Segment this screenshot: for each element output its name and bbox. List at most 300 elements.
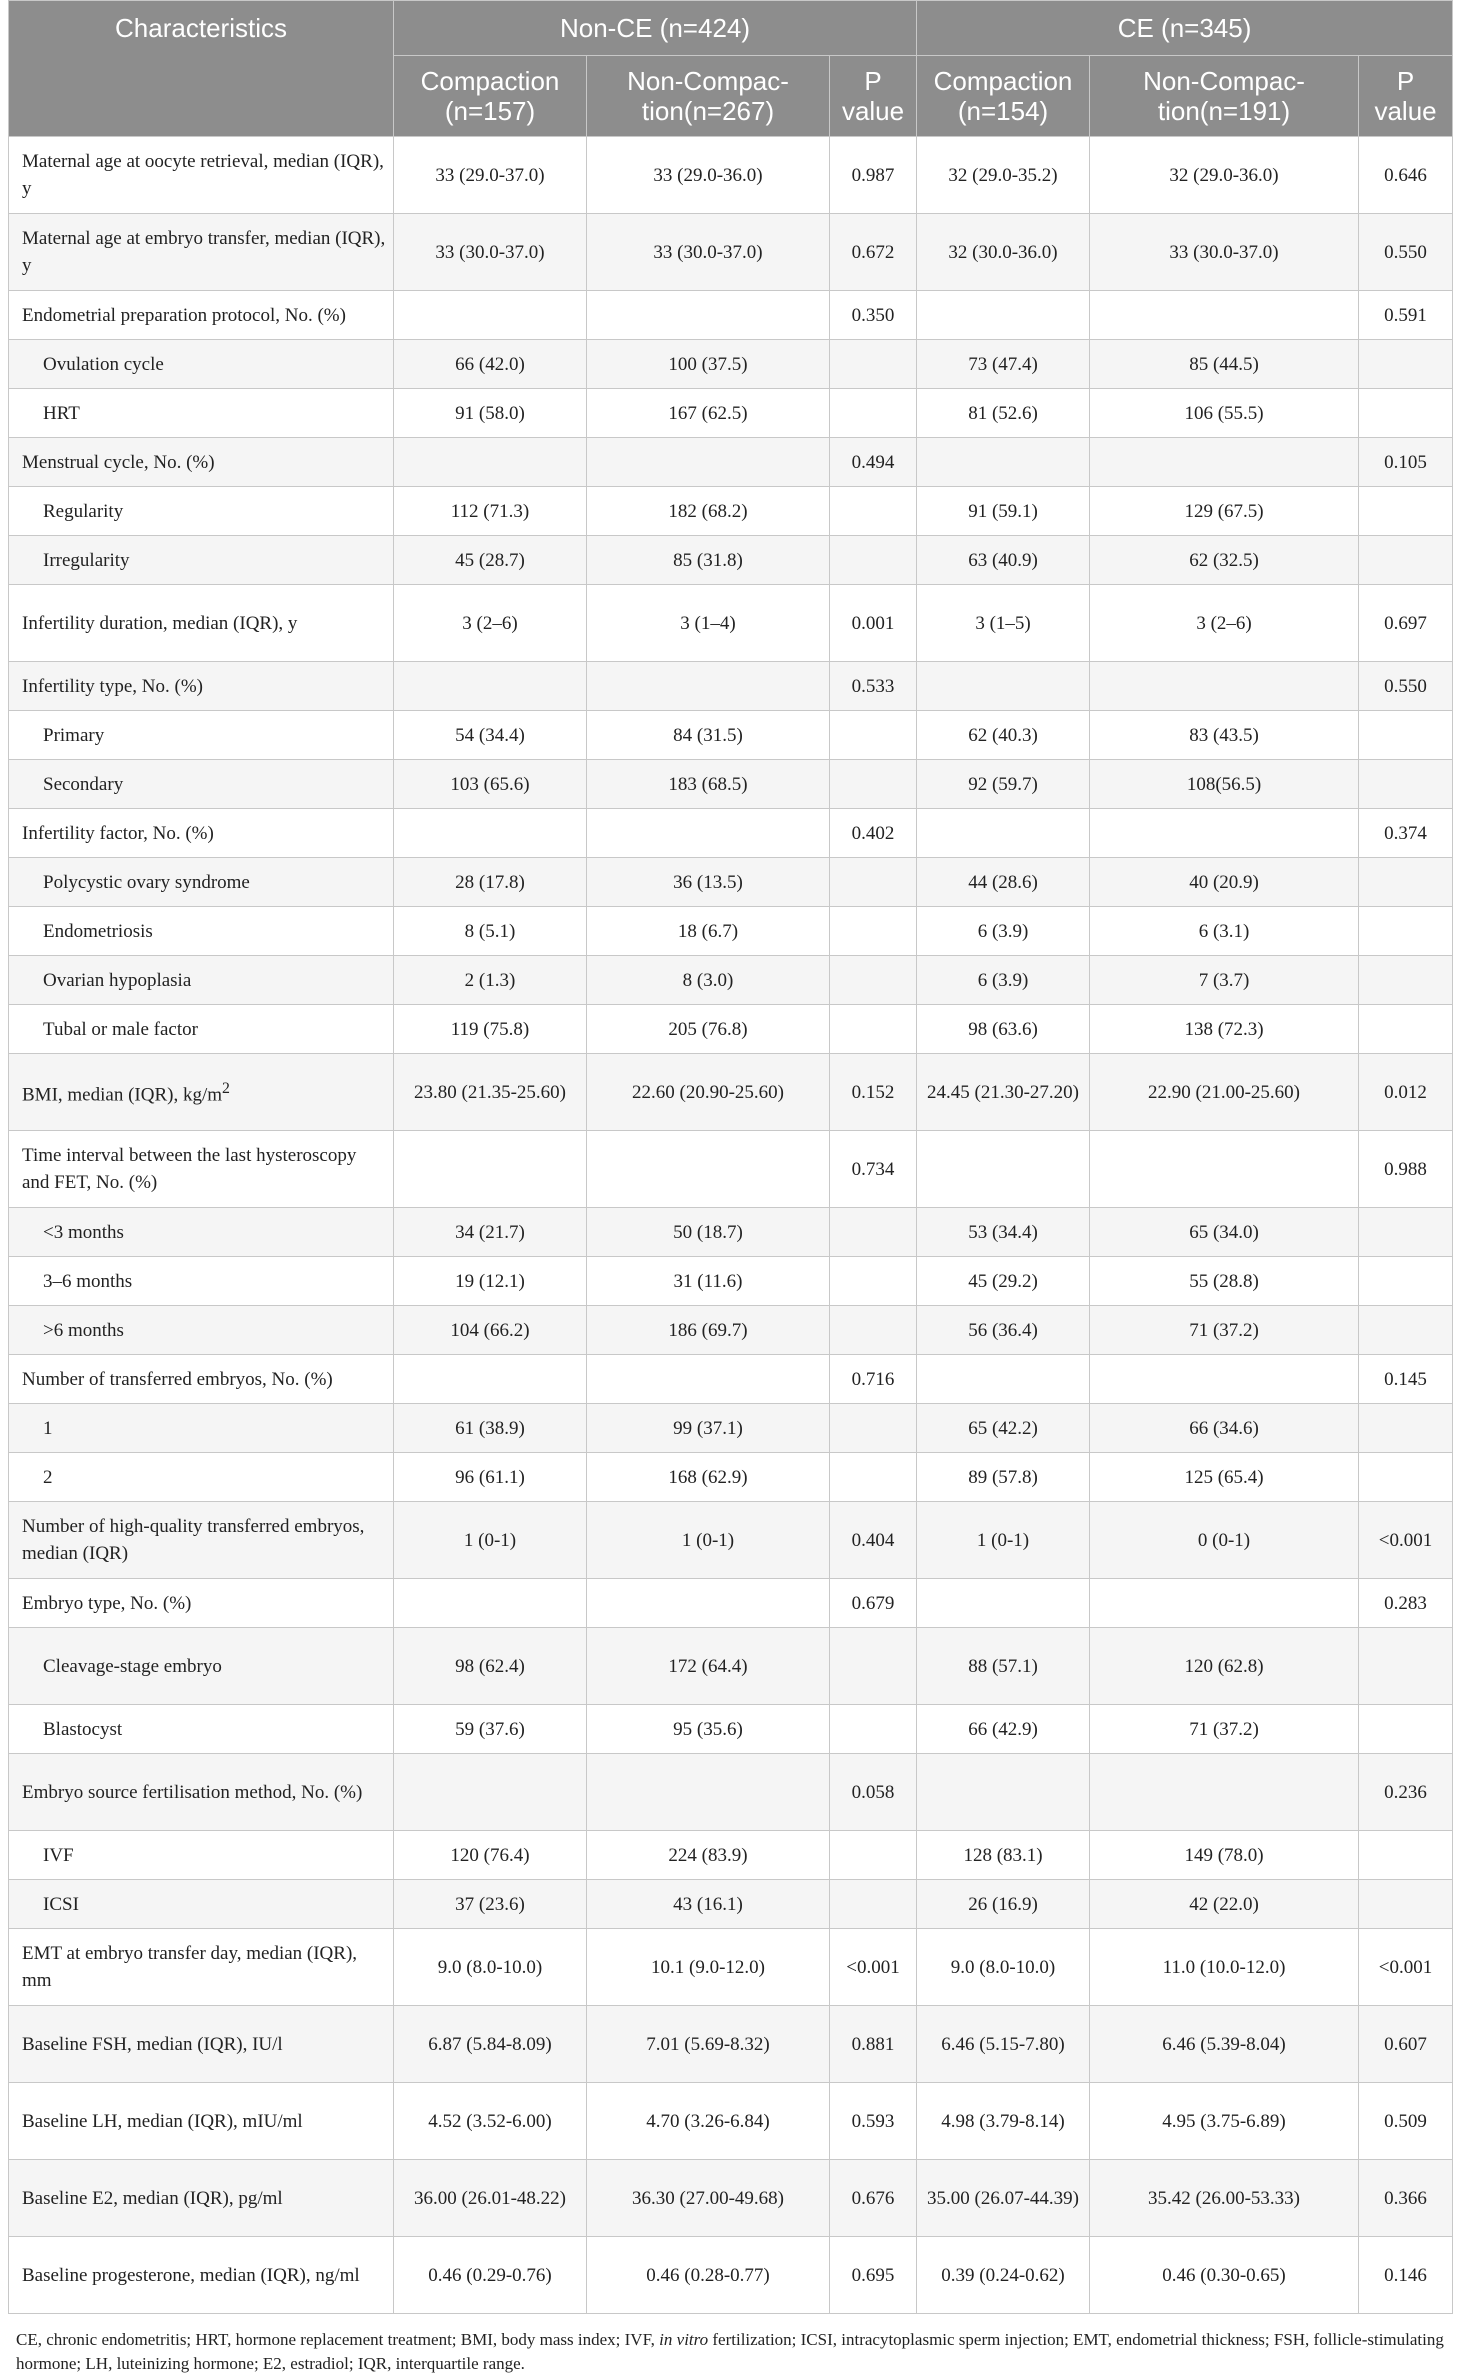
ce-noncompaction-cell: 125 (65.4) [1090, 1453, 1359, 1502]
row-label [9, 1579, 394, 1628]
ce-noncompaction-cell: 129 (67.5) [1090, 487, 1359, 536]
table-row [9, 1831, 1453, 1880]
row-label [9, 487, 394, 536]
table-row [9, 291, 1453, 340]
non-ce-noncompaction-cell: 31 (11.6) [587, 1257, 830, 1306]
ce-noncompaction-cell: 4.95 (3.75-6.89) [1090, 2083, 1359, 2160]
ce-compaction-cell: 56 (36.4) [917, 1306, 1090, 1355]
non-ce-compaction-cell: 91 (58.0) [394, 389, 587, 438]
table-row [9, 858, 1453, 907]
ce-noncompaction-cell [1090, 1579, 1359, 1628]
row-label-text: Ovulation cycle [43, 353, 164, 375]
non-ce-p-value-cell: 0.672 [830, 214, 917, 291]
row-label-text: BMI, median (IQR), kg/m [22, 1084, 223, 1106]
non-ce-noncompaction-cell: 95 (35.6) [587, 1705, 830, 1754]
non-ce-noncompaction-cell: 1 (0-1) [587, 1502, 830, 1579]
row-label [9, 214, 394, 291]
table-row [9, 1131, 1453, 1208]
ce-noncompaction-cell: 0 (0-1) [1090, 1502, 1359, 1579]
non-ce-compaction-cell: 4.52 (3.52-6.00) [394, 2083, 587, 2160]
non-ce-p-value-cell [830, 907, 917, 956]
ce-p-value-cell [1359, 1208, 1453, 1257]
ce-noncompaction-cell: 0.46 (0.30-0.65) [1090, 2237, 1359, 2314]
ce-p-value-cell [1359, 1005, 1453, 1054]
non-ce-noncompaction-cell: 22.60 (20.90-25.60) [587, 1054, 830, 1131]
row-label [9, 662, 394, 711]
non-ce-p-value-cell [830, 1705, 917, 1754]
table-row [9, 1502, 1453, 1579]
row-label [9, 1005, 394, 1054]
row-label [9, 536, 394, 585]
non-ce-compaction-cell: 120 (76.4) [394, 1831, 587, 1880]
ce-p-value-cell [1359, 487, 1453, 536]
non-ce-p-value-cell: 0.676 [830, 2160, 917, 2237]
ce-p-value-cell [1359, 711, 1453, 760]
row-label [9, 760, 394, 809]
ce-noncompaction-cell: 62 (32.5) [1090, 536, 1359, 585]
non-ce-compaction-cell: 34 (21.7) [394, 1208, 587, 1257]
ce-noncompaction-cell: 120 (62.8) [1090, 1628, 1359, 1705]
ce-noncompaction-cell: 6.46 (5.39-8.04) [1090, 2006, 1359, 2083]
table-row [9, 1579, 1453, 1628]
non-ce-compaction-cell: 59 (37.6) [394, 1705, 587, 1754]
ce-p-value-cell [1359, 907, 1453, 956]
non-ce-compaction-cell: 6.87 (5.84-8.09) [394, 2006, 587, 2083]
non-ce-compaction-cell: 103 (65.6) [394, 760, 587, 809]
non-ce-compaction-cell: 3 (2–6) [394, 585, 587, 662]
ce-noncompaction-cell: 33 (30.0-37.0) [1090, 214, 1359, 291]
table-row [9, 438, 1453, 487]
ce-noncompaction-cell: 35.42 (26.00-53.33) [1090, 2160, 1359, 2237]
non-ce-noncompaction-cell: 205 (76.8) [587, 1005, 830, 1054]
non-ce-p-value-cell [830, 1005, 917, 1054]
table-row [9, 1929, 1453, 2006]
row-label [9, 1054, 394, 1131]
row-label [9, 1355, 394, 1404]
non-ce-p-value-cell [830, 760, 917, 809]
ce-noncompaction-cell [1090, 438, 1359, 487]
ce-noncompaction-cell: 32 (29.0-36.0) [1090, 137, 1359, 214]
row-label [9, 809, 394, 858]
ce-compaction-cell: 45 (29.2) [917, 1257, 1090, 1306]
table-row [9, 2083, 1453, 2160]
ce-p-value-cell [1359, 1257, 1453, 1306]
non-ce-noncompaction-cell: 18 (6.7) [587, 907, 830, 956]
non-ce-compaction-cell: 23.80 (21.35-25.60) [394, 1054, 587, 1131]
ce-compaction-cell: 98 (63.6) [917, 1005, 1090, 1054]
row-label-text: Primary [43, 724, 105, 746]
ce-noncompaction-cell: 138 (72.3) [1090, 1005, 1359, 1054]
row-label-text: Tubal or male factor [43, 1018, 198, 1040]
ce-compaction-cell: 88 (57.1) [917, 1628, 1090, 1705]
row-label [9, 291, 394, 340]
non-ce-noncompaction-cell [587, 809, 830, 858]
table-row [9, 389, 1453, 438]
non-ce-noncompaction-cell: 3 (1–4) [587, 585, 830, 662]
row-label [9, 1705, 394, 1754]
table-container [8, 0, 1452, 2376]
ce-compaction-cell [917, 662, 1090, 711]
non-ce-p-value-cell: 0.679 [830, 1579, 917, 1628]
row-label [9, 956, 394, 1005]
header-ce-p-value: P value [1359, 56, 1453, 137]
table-row [9, 1355, 1453, 1404]
ce-p-value-cell [1359, 1705, 1453, 1754]
ce-compaction-cell: 26 (16.9) [917, 1880, 1090, 1929]
non-ce-p-value-cell [830, 1831, 917, 1880]
non-ce-noncompaction-cell: 84 (31.5) [587, 711, 830, 760]
non-ce-compaction-cell [394, 438, 587, 487]
row-label-text: 1 [43, 1417, 53, 1439]
row-label-text: Infertility type, No. (%) [22, 675, 203, 697]
ce-noncompaction-cell: 65 (34.0) [1090, 1208, 1359, 1257]
ce-noncompaction-cell: 3 (2–6) [1090, 585, 1359, 662]
row-label [9, 340, 394, 389]
characteristics-table [8, 0, 1453, 2314]
row-label-text: Blastocyst [43, 1718, 123, 1740]
ce-compaction-cell: 4.98 (3.79-8.14) [917, 2083, 1090, 2160]
non-ce-p-value-cell: 0.494 [830, 438, 917, 487]
ce-p-value-cell: 0.697 [1359, 585, 1453, 662]
ce-compaction-cell: 65 (42.2) [917, 1404, 1090, 1453]
non-ce-compaction-cell: 33 (30.0-37.0) [394, 214, 587, 291]
ce-compaction-cell: 24.45 (21.30-27.20) [917, 1054, 1090, 1131]
ce-p-value-cell: 0.374 [1359, 809, 1453, 858]
ce-p-value-cell [1359, 389, 1453, 438]
row-label-text: 2 [43, 1466, 53, 1488]
row-label [9, 1208, 394, 1257]
ce-p-value-cell [1359, 340, 1453, 389]
ce-p-value-cell: 0.550 [1359, 662, 1453, 711]
table-header [9, 1, 1453, 137]
ce-compaction-cell: 81 (52.6) [917, 389, 1090, 438]
row-label-text: >6 months [43, 1319, 124, 1341]
row-label-text: Endometriosis [43, 920, 153, 942]
ce-p-value-cell: 0.012 [1359, 1054, 1453, 1131]
non-ce-compaction-cell: 54 (34.4) [394, 711, 587, 760]
table-row [9, 1208, 1453, 1257]
table-row [9, 1054, 1453, 1131]
header-ce-compaction: Compaction (n=154) [917, 56, 1090, 137]
ce-compaction-cell: 32 (30.0-36.0) [917, 214, 1090, 291]
footnote-text-1: CE, chronic endometritis; HRT, hormone replacement treatment; BMI, body mass index; IVF, [16, 2330, 660, 2349]
table-row [9, 1404, 1453, 1453]
non-ce-noncompaction-cell: 43 (16.1) [587, 1880, 830, 1929]
table-row [9, 1453, 1453, 1502]
non-ce-p-value-cell: 0.987 [830, 137, 917, 214]
row-label-text: Embryo source fertilisation method, No. (%) [22, 1781, 363, 1803]
table-row [9, 1306, 1453, 1355]
ce-noncompaction-cell: 55 (28.8) [1090, 1257, 1359, 1306]
row-label-text: Polycystic ovary syndrome [43, 871, 250, 893]
ce-p-value-cell [1359, 536, 1453, 585]
row-label [9, 1453, 394, 1502]
row-label [9, 2006, 394, 2083]
header-ce-noncompaction: Non-Compac-tion(n=191) [1090, 56, 1359, 137]
ce-noncompaction-cell: 22.90 (21.00-25.60) [1090, 1054, 1359, 1131]
table-row [9, 907, 1453, 956]
row-label-superscript: 2 [222, 1080, 230, 1098]
non-ce-noncompaction-cell [587, 1355, 830, 1404]
ce-p-value-cell: 0.591 [1359, 291, 1453, 340]
row-label-text: Maternal age at embryo transfer, median (IQR), y [22, 228, 386, 276]
non-ce-noncompaction-cell: 10.1 (9.0-12.0) [587, 1929, 830, 2006]
non-ce-p-value-cell [830, 858, 917, 907]
ce-compaction-cell [917, 1579, 1090, 1628]
table-row [9, 760, 1453, 809]
ce-p-value-cell: <0.001 [1359, 1502, 1453, 1579]
non-ce-noncompaction-cell: 100 (37.5) [587, 340, 830, 389]
ce-compaction-cell [917, 291, 1090, 340]
row-label-text: Irregularity [43, 549, 130, 571]
row-label [9, 2083, 394, 2160]
ce-compaction-cell: 0.39 (0.24-0.62) [917, 2237, 1090, 2314]
ce-compaction-cell: 35.00 (26.07-44.39) [917, 2160, 1090, 2237]
ce-p-value-cell [1359, 956, 1453, 1005]
non-ce-p-value-cell: 0.881 [830, 2006, 917, 2083]
ce-compaction-cell: 66 (42.9) [917, 1705, 1090, 1754]
non-ce-noncompaction-cell: 8 (3.0) [587, 956, 830, 1005]
non-ce-compaction-cell: 9.0 (8.0-10.0) [394, 1929, 587, 2006]
row-label-text: Embryo type, No. (%) [22, 1592, 192, 1614]
ce-noncompaction-cell: 106 (55.5) [1090, 389, 1359, 438]
row-label-text: Baseline LH, median (IQR), mIU/ml [22, 2110, 303, 2132]
non-ce-p-value-cell [830, 1453, 917, 1502]
ce-noncompaction-cell [1090, 291, 1359, 340]
ce-compaction-cell [917, 1131, 1090, 1208]
ce-p-value-cell [1359, 1306, 1453, 1355]
ce-p-value-cell: 0.509 [1359, 2083, 1453, 2160]
ce-p-value-cell: <0.001 [1359, 1929, 1453, 2006]
row-label [9, 1880, 394, 1929]
ce-p-value-cell: 0.988 [1359, 1131, 1453, 1208]
row-label-text: Menstrual cycle, No. (%) [22, 451, 215, 473]
header-characteristics: Characteristics [9, 1, 394, 137]
non-ce-compaction-cell: 112 (71.3) [394, 487, 587, 536]
non-ce-noncompaction-cell: 99 (37.1) [587, 1404, 830, 1453]
non-ce-p-value-cell: <0.001 [830, 1929, 917, 2006]
non-ce-compaction-cell [394, 809, 587, 858]
row-label-text: Baseline progesterone, median (IQR), ng/ml [22, 2264, 360, 2286]
ce-compaction-cell: 53 (34.4) [917, 1208, 1090, 1257]
non-ce-p-value-cell: 0.533 [830, 662, 917, 711]
ce-p-value-cell [1359, 1453, 1453, 1502]
non-ce-noncompaction-cell: 168 (62.9) [587, 1453, 830, 1502]
ce-compaction-cell: 9.0 (8.0-10.0) [917, 1929, 1090, 2006]
ce-compaction-cell: 44 (28.6) [917, 858, 1090, 907]
row-label-text: Secondary [43, 773, 124, 795]
non-ce-compaction-cell: 119 (75.8) [394, 1005, 587, 1054]
non-ce-p-value-cell [830, 1880, 917, 1929]
row-label [9, 137, 394, 214]
non-ce-compaction-cell: 45 (28.7) [394, 536, 587, 585]
table-row [9, 662, 1453, 711]
non-ce-p-value-cell: 0.593 [830, 2083, 917, 2160]
row-label-text: Cleavage-stage embryo [43, 1655, 222, 1677]
non-ce-p-value-cell: 0.404 [830, 1502, 917, 1579]
ce-noncompaction-cell: 71 (37.2) [1090, 1705, 1359, 1754]
ce-compaction-cell: 6 (3.9) [917, 907, 1090, 956]
non-ce-p-value-cell [830, 711, 917, 760]
row-label-text: EMT at embryo transfer day, median (IQR), mm [22, 1943, 358, 1991]
non-ce-p-value-cell [830, 340, 917, 389]
non-ce-p-value-cell [830, 1628, 917, 1705]
row-label-text: Ovarian hypoplasia [43, 969, 192, 991]
table-row [9, 711, 1453, 760]
row-label [9, 1831, 394, 1880]
footnote-text-2: fertilization; ICSI, intracytoplasmic sperm injection; EMT, endometrial thickness; FSH, follicle-stimulating hormone; LH, luteinizing hormone; E2, estradiol; IQR, interquartile range. [16, 2330, 1444, 2373]
table-row [9, 1628, 1453, 1705]
row-label-text: 3–6 months [43, 1270, 133, 1292]
row-label-text: Baseline FSH, median (IQR), IU/l [22, 2033, 283, 2055]
non-ce-compaction-cell: 37 (23.6) [394, 1880, 587, 1929]
ce-noncompaction-cell: 7 (3.7) [1090, 956, 1359, 1005]
non-ce-p-value-cell: 0.001 [830, 585, 917, 662]
non-ce-p-value-cell: 0.058 [830, 1754, 917, 1831]
non-ce-compaction-cell [394, 662, 587, 711]
table-body [9, 137, 1453, 2314]
row-label-text: Infertility duration, median (IQR), y [22, 612, 298, 634]
non-ce-p-value-cell: 0.695 [830, 2237, 917, 2314]
row-label-text: Baseline E2, median (IQR), pg/ml [22, 2187, 283, 2209]
table-row [9, 956, 1453, 1005]
non-ce-p-value-cell [830, 536, 917, 585]
ce-compaction-cell [917, 438, 1090, 487]
table-row [9, 487, 1453, 536]
non-ce-noncompaction-cell: 172 (64.4) [587, 1628, 830, 1705]
row-label [9, 1257, 394, 1306]
row-label-text: <3 months [43, 1221, 124, 1243]
non-ce-compaction-cell [394, 291, 587, 340]
ce-compaction-cell: 3 (1–5) [917, 585, 1090, 662]
non-ce-noncompaction-cell: 85 (31.8) [587, 536, 830, 585]
ce-p-value-cell [1359, 1404, 1453, 1453]
non-ce-compaction-cell: 36.00 (26.01-48.22) [394, 2160, 587, 2237]
non-ce-compaction-cell [394, 1754, 587, 1831]
non-ce-noncompaction-cell: 0.46 (0.28-0.77) [587, 2237, 830, 2314]
non-ce-noncompaction-cell: 224 (83.9) [587, 1831, 830, 1880]
non-ce-compaction-cell: 104 (66.2) [394, 1306, 587, 1355]
row-label-text: Regularity [43, 500, 124, 522]
non-ce-compaction-cell: 0.46 (0.29-0.76) [394, 2237, 587, 2314]
non-ce-compaction-cell: 2 (1.3) [394, 956, 587, 1005]
non-ce-noncompaction-cell: 50 (18.7) [587, 1208, 830, 1257]
row-label [9, 1306, 394, 1355]
row-label [9, 1929, 394, 2006]
non-ce-noncompaction-cell [587, 662, 830, 711]
ce-noncompaction-cell [1090, 1355, 1359, 1404]
non-ce-p-value-cell [830, 487, 917, 536]
table-footnote [8, 2314, 1452, 2376]
ce-p-value-cell: 0.646 [1359, 137, 1453, 214]
non-ce-noncompaction-cell [587, 1131, 830, 1208]
ce-p-value-cell: 0.105 [1359, 438, 1453, 487]
ce-compaction-cell [917, 809, 1090, 858]
ce-compaction-cell: 1 (0-1) [917, 1502, 1090, 1579]
ce-p-value-cell: 0.607 [1359, 2006, 1453, 2083]
row-label-text: IVF [43, 1844, 74, 1866]
ce-p-value-cell: 0.146 [1359, 2237, 1453, 2314]
non-ce-noncompaction-cell [587, 291, 830, 340]
non-ce-noncompaction-cell: 33 (29.0-36.0) [587, 137, 830, 214]
row-label [9, 1404, 394, 1453]
row-label [9, 438, 394, 487]
non-ce-p-value-cell: 0.350 [830, 291, 917, 340]
row-label [9, 1754, 394, 1831]
non-ce-p-value-cell [830, 1257, 917, 1306]
ce-noncompaction-cell: 42 (22.0) [1090, 1880, 1359, 1929]
non-ce-noncompaction-cell: 36.30 (27.00-49.68) [587, 2160, 830, 2237]
ce-compaction-cell: 89 (57.8) [917, 1453, 1090, 1502]
table-row [9, 809, 1453, 858]
ce-p-value-cell [1359, 1880, 1453, 1929]
ce-p-value-cell: 0.366 [1359, 2160, 1453, 2237]
ce-p-value-cell: 0.236 [1359, 1754, 1453, 1831]
ce-compaction-cell [917, 1754, 1090, 1831]
row-label-text: Maternal age at oocyte retrieval, median (IQR), y [22, 151, 384, 199]
non-ce-compaction-cell [394, 1579, 587, 1628]
ce-compaction-cell: 62 (40.3) [917, 711, 1090, 760]
non-ce-p-value-cell: 0.734 [830, 1131, 917, 1208]
non-ce-p-value-cell [830, 1404, 917, 1453]
table-row [9, 536, 1453, 585]
row-label-text: ICSI [43, 1893, 79, 1915]
non-ce-compaction-cell: 98 (62.4) [394, 1628, 587, 1705]
ce-p-value-cell: 0.145 [1359, 1355, 1453, 1404]
non-ce-noncompaction-cell: 167 (62.5) [587, 389, 830, 438]
row-label [9, 389, 394, 438]
row-label-text: Number of transferred embryos, No. (%) [22, 1368, 333, 1390]
non-ce-p-value-cell [830, 956, 917, 1005]
ce-compaction-cell: 6 (3.9) [917, 956, 1090, 1005]
row-label [9, 2237, 394, 2314]
table-row [9, 214, 1453, 291]
ce-compaction-cell: 91 (59.1) [917, 487, 1090, 536]
ce-compaction-cell: 6.46 (5.15-7.80) [917, 2006, 1090, 2083]
row-label [9, 1628, 394, 1705]
non-ce-compaction-cell: 66 (42.0) [394, 340, 587, 389]
non-ce-compaction-cell: 1 (0-1) [394, 1502, 587, 1579]
ce-compaction-cell [917, 1355, 1090, 1404]
ce-p-value-cell [1359, 760, 1453, 809]
non-ce-compaction-cell: 33 (29.0-37.0) [394, 137, 587, 214]
non-ce-noncompaction-cell [587, 1754, 830, 1831]
non-ce-compaction-cell: 28 (17.8) [394, 858, 587, 907]
table-row [9, 137, 1453, 214]
non-ce-compaction-cell: 61 (38.9) [394, 1404, 587, 1453]
row-label-text: Number of high-quality transferred embryos, median (IQR) [22, 1516, 365, 1564]
table-row [9, 585, 1453, 662]
non-ce-p-value-cell: 0.152 [830, 1054, 917, 1131]
non-ce-noncompaction-cell: 183 (68.5) [587, 760, 830, 809]
ce-compaction-cell: 92 (59.7) [917, 760, 1090, 809]
non-ce-p-value-cell: 0.402 [830, 809, 917, 858]
header-non-ce-compaction: Compaction (n=157) [394, 56, 587, 137]
non-ce-compaction-cell: 8 (5.1) [394, 907, 587, 956]
table-row [9, 1257, 1453, 1306]
row-label-text: Infertility factor, No. (%) [22, 822, 214, 844]
non-ce-noncompaction-cell: 4.70 (3.26-6.84) [587, 2083, 830, 2160]
ce-noncompaction-cell: 85 (44.5) [1090, 340, 1359, 389]
row-label [9, 907, 394, 956]
table-row [9, 2160, 1453, 2237]
ce-noncompaction-cell: 6 (3.1) [1090, 907, 1359, 956]
non-ce-compaction-cell: 19 (12.1) [394, 1257, 587, 1306]
ce-p-value-cell [1359, 858, 1453, 907]
table-row [9, 340, 1453, 389]
row-label [9, 858, 394, 907]
non-ce-noncompaction-cell: 182 (68.2) [587, 487, 830, 536]
